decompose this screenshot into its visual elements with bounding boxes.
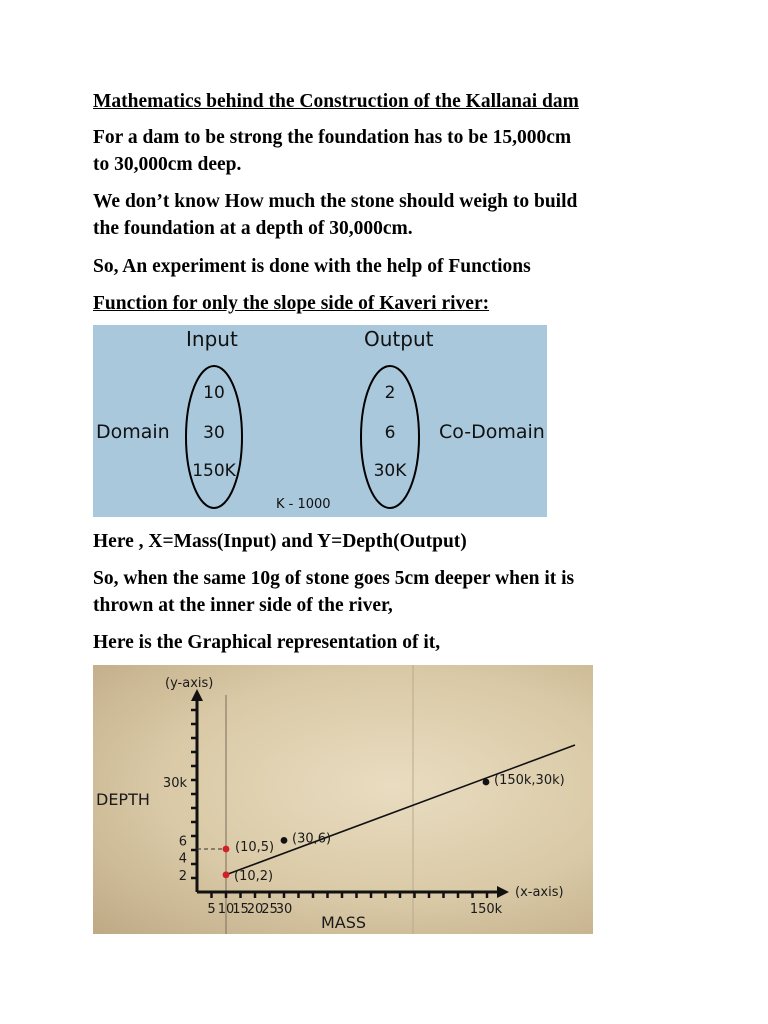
- codomain-value: 30K: [373, 461, 407, 481]
- highlight-point: [223, 846, 230, 853]
- x-axis-label: MASS: [321, 913, 367, 932]
- x-tick-label: 10: [217, 902, 235, 917]
- paragraph-4: Here , X=Mass(Input) and Y=Depth(Output): [93, 531, 467, 552]
- data-point-label: (10,2): [234, 868, 274, 884]
- data-point: [483, 779, 490, 786]
- paragraph-2-line-1: We don’t know How much the stone should weigh to build: [93, 191, 578, 212]
- paragraph-1-line-1: For a dam to be strong the foundation has to be 15,000cm: [93, 127, 572, 148]
- y-axis-title: (y-axis): [165, 676, 214, 691]
- data-point-label: (150k,30k): [494, 773, 565, 788]
- doc-title: Mathematics behind the Construction of the Kallanai dam: [93, 91, 579, 112]
- domain-label: Domain: [96, 421, 170, 443]
- x-tick-label: 5: [207, 902, 216, 917]
- paragraph-5-line-2: thrown at the inner side of the river,: [93, 595, 393, 616]
- series-line: [226, 745, 575, 875]
- domain-value: 30: [203, 423, 225, 443]
- input-label: Input: [186, 327, 238, 351]
- paragraph-1-line-2: to 30,000cm deep.: [93, 154, 242, 175]
- x-tick-label: 15: [232, 902, 249, 917]
- x-tick-label: 30: [275, 902, 293, 917]
- highlight-point-label: (10,5): [235, 840, 275, 855]
- y-tick-label: 2: [178, 868, 187, 884]
- x-tick-label: 150k: [469, 902, 503, 917]
- y-tick-label: 4: [178, 851, 187, 867]
- paragraph-6: Here is the Graphical representation of it,: [93, 632, 441, 653]
- paragraph-3: So, An experiment is done with the help of Functions: [93, 256, 531, 277]
- codomain-value: 6: [384, 423, 396, 443]
- thousand-note: K - 1000: [276, 497, 331, 512]
- mass-depth-chart: [93, 665, 593, 934]
- output-label: Output: [364, 327, 434, 351]
- function-heading: Function for only the slope side of Kaveri river:: [93, 293, 490, 314]
- data-point: [223, 871, 230, 878]
- data-point: [281, 837, 288, 844]
- chart-svg: [93, 665, 593, 934]
- domain-value: 10: [203, 383, 225, 403]
- codomain-label: Co-Domain: [439, 421, 545, 443]
- y-tick-label: 30k: [162, 776, 187, 791]
- data-point-label: (30,6): [292, 831, 332, 847]
- y-tick-label: 6: [178, 834, 187, 850]
- paragraph-5-line-1: So, when the same 10g of stone goes 5cm deeper when it is: [93, 568, 575, 589]
- x-axis-arrow: [497, 886, 509, 898]
- domain-value: 150K: [192, 461, 236, 481]
- codomain-value: 2: [384, 383, 396, 403]
- x-axis-title: (x-axis): [515, 885, 564, 900]
- paragraph-2-line-2: the foundation at a depth of 30,000cm.: [93, 218, 413, 239]
- x-tick-label: 25: [261, 902, 278, 917]
- x-tick-label: 20: [246, 902, 264, 917]
- function-mapping-diagram: [93, 325, 547, 517]
- y-axis-label: DEPTH: [96, 790, 150, 809]
